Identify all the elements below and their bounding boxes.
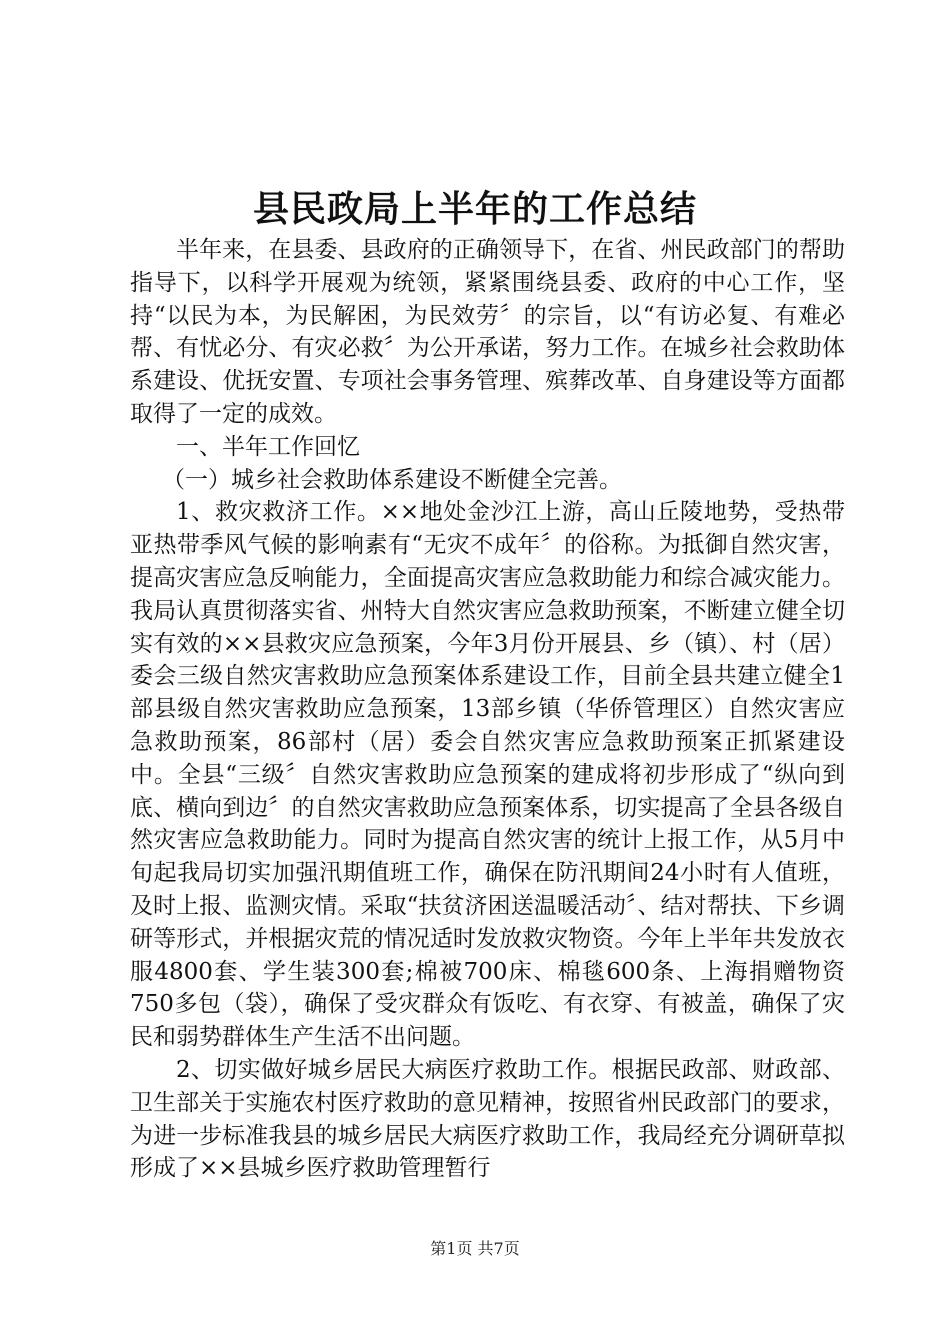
section-heading: 一、半年工作回忆	[176, 433, 360, 460]
subsection-heading: （一）城乡社会救助体系建设不断健全完善。	[162, 466, 622, 493]
page-number: 第1页 共7页	[430, 1239, 520, 1258]
paragraph-intro: 半年来，在县委、县政府的正确领导下，在省、州民政部门的帮助指导下，以科学开展观为统领，紧紧围绕县委、政府的中心工作，坚持“以民为本，为民解困，为民效劳〞的宗旨，以“有访必复、有难必帮、有忧必分、有灾必救〞为公开承诺，努力工作。在城乡社会救助体系建设、优抚安置、专项社会事务管理、殡葬改革、自身建设等方面都取得了一定的成效。	[130, 237, 845, 427]
paragraph-medical-aid: 2、切实做好城乡居民大病医疗救助工作。根据民政部、财政部、卫生部关于实施农村医疗救助的意见精神，按照省州民政部门的要求，为进一步标准我县的城乡居民大病医疗救助工作，我局经充分调研草拟形成了××县城乡医疗救助管理暂行	[130, 1056, 845, 1182]
paragraph-disaster-relief: 1、救灾救济工作。××地处金沙江上游，高山丘陵地势，受热带亚热带季风气候的影响素有“无灾不成年〞的俗称。为抵御自然灾害，提高灾害应急反响能力，全面提高灾害应急救助能力和综合减灾能力。我局认真贯彻落实省、州特大自然灾害应急救助预案，不断建立健全切实有效的××县救灾应急预案，今年3月份开展县、乡（镇）、村（居）委会三级自然灾害救助应急预案体系建设工作，目前全县共建立健全1部县级自然灾害救助应急预案，13部乡镇（华侨管理区）自然灾害应急救助预案，86部村（居）委会自然灾害应急救助预案正抓紧建设中。全县“三级〞自然灾害救助应急预案的建成将初步形成了“纵向到底、横向到边〞的自然灾害救助应急预案体系，切实提高了全县各级自然灾害应急救助能力。同时为提高自然灾害的统计上报工作，从5月中旬起我局切实加强汛期值班工作，确保在防汛期间24小时有人值班，及时上报、监测灾情。采取“扶贫济困送温暖活动〞、结对帮扶、下乡调研等形式，并根据灾荒的情况适时发放救灾物资。今年上半年共发放衣服4800套、学生装300套;棉被700床、棉毯600条、上海捐赠物资750多包（袋），确保了受灾群众有饭吃、有衣穿、有被盖，确保了灾民和弱势群体生产生活不出问题。	[130, 499, 845, 1051]
document-title: 县民政局上半年的工作总结	[252, 188, 697, 230]
document-body	[130, 234, 845, 1185]
